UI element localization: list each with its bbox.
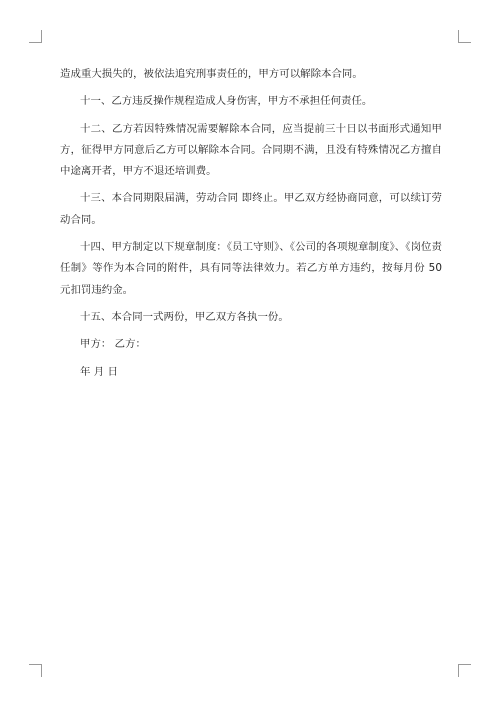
crop-mark-bottom-left (29, 664, 42, 677)
date-line: 年 月 日 (80, 365, 119, 378)
document-body (60, 64, 442, 389)
clause-12: 十二、乙方若因特殊情况需要解除本合同，应当提前三十日以书面形式通知甲方，征得甲方同意后乙方可以解除本合同。合同期不满，且没有特殊情况乙方擅自中途离开者，甲方不退还培训费。 (60, 122, 442, 178)
crop-mark-top-left (29, 30, 42, 43)
crop-mark-bottom-right (458, 664, 471, 677)
clause-13: 十三、本合同期限届满，劳动合同 即终止。甲乙双方经协商同意，可以续订劳动合同。 (60, 192, 442, 226)
clause-14: 十四、甲方制定以下规章制度：《员工守则》、《公司的各项规章制度》、《岗位责任制》等作为本合同的附件，具有同等法律效力。若乙方单方违约，按每月份 50 元扣罚违约金。 (60, 241, 442, 296)
crop-mark-top-right (458, 30, 471, 43)
signature-line: 甲方： 乙方： (80, 338, 146, 351)
clause-15: 十五、本合同一式两份，甲乙双方各执一份。 (80, 310, 289, 323)
clause-11: 十一、乙方违反操作规程造成人身伤害，甲方不承担任何责任。 (80, 95, 373, 108)
paragraph-continuation: 造成重大损失的，被依法追究刑事责任的，甲方可以解除本合同。 (60, 68, 363, 80)
